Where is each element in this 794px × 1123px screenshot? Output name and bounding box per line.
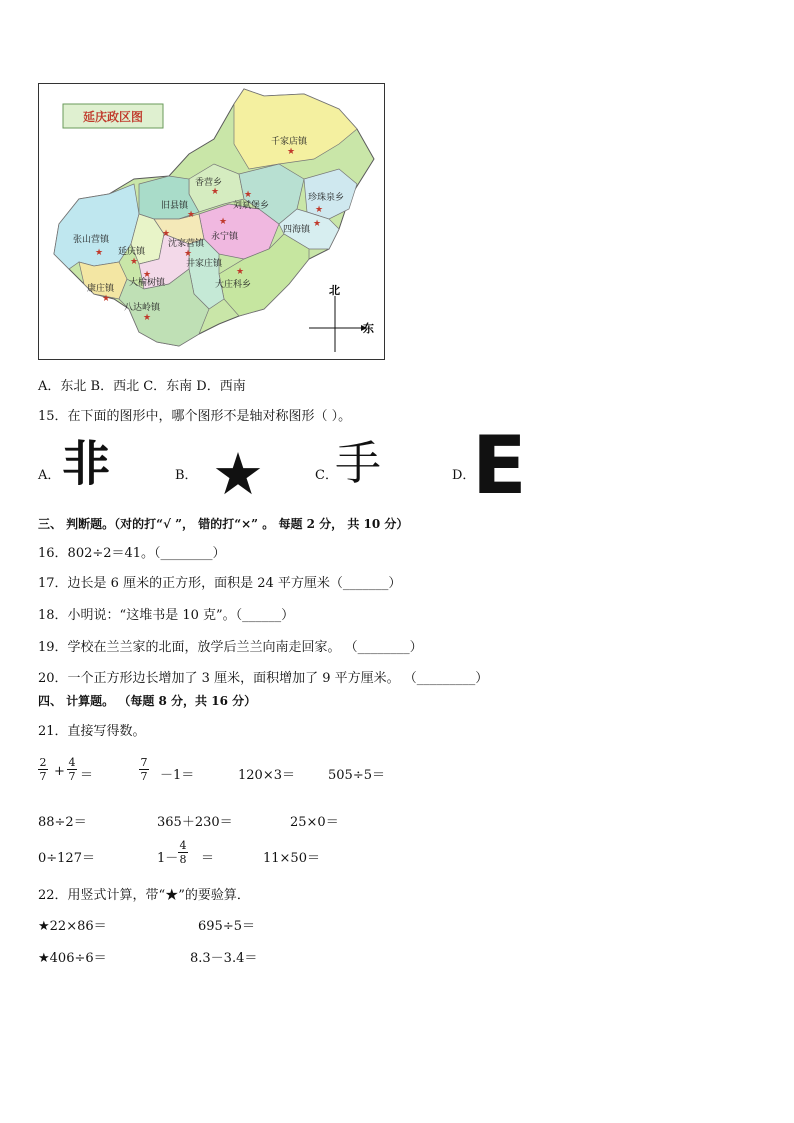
q15-option-a-glyph: 非 [62,436,111,492]
expr-695div5: 695÷5＝ [198,919,255,934]
place-label: 刘斌堡乡 [233,201,270,211]
place-label: 康庄镇 [87,284,115,294]
star-marker: ★ [211,187,220,197]
expr-25x0: 25×0＝ [290,815,339,830]
fraction-denominator: 7 [140,770,148,783]
star-marker: ★ [162,229,171,239]
plus-sign: + [54,764,65,779]
expr-8.3minus3.4: 8.3－3.4＝ [190,951,258,966]
star-marker: ★ [187,210,196,220]
q14-options: A．东北 B．西北 C．东南 D．西南 [38,379,246,394]
star-marker: ★ [143,270,152,280]
expr-one-minus: 1－ [157,851,179,866]
place-label: 永宁镇 [211,232,239,242]
expr-88div2: 88÷2＝ [38,815,87,830]
q15-option-c-glyph: 手 [335,436,381,490]
expr-minus-1: －1＝ [160,768,195,783]
q20: 20．一个正方形边长增加了 3 厘米，面积增加了 9 平方厘米。 （_________） [38,671,489,686]
star-marker: ★ [184,249,193,259]
fraction-2-7 [38,756,48,783]
q15-option-d-label: D． [452,468,476,483]
place-label: 大榆树镇 [129,278,166,288]
place-label: 珍珠泉乡 [308,193,345,203]
fraction-denominator: 7 [68,770,76,783]
star-marker: ★ [287,147,296,157]
q22-stem: 22．用竖式计算，带“★”的要验算． [38,888,250,903]
expr-406div6: ★406÷6＝ [38,951,107,966]
q15-option-b-glyph: ★ [212,440,264,508]
expr-22x86: ★22×86＝ [38,919,107,934]
compass [309,284,374,352]
q15-stem: 15．在下面的图形中，哪个图形不是轴对称图形（ ）。 [38,409,352,424]
expr-11x50: 11×50＝ [263,851,320,866]
star-marker: ★ [244,190,253,200]
star-marker: ★ [315,205,324,215]
place-label: 八达岭镇 [124,303,161,313]
place-label: 千家店镇 [271,137,308,147]
star-marker: ★ [313,219,322,229]
q17: 17．边长是 6 厘米的正方形，面积是 24 平方厘米（_______） [38,576,402,591]
map-graphic [39,84,384,359]
star-marker: ★ [143,313,152,323]
place-label: 大庄科乡 [215,280,252,290]
equals-sign: ＝ [80,768,94,783]
expr-365plus230: 365＋230＝ [157,815,233,830]
star-marker: ★ [219,217,228,227]
section4-heading: 四、 计算题。 （每题 8 分，共 16 分） [38,694,257,708]
q15-option-b-label: B． [175,468,198,483]
fraction-numerator: 4 [179,839,187,852]
place-label: 延庆镇 [118,247,146,257]
q15-option-d-glyph: E [472,419,527,512]
fraction-denominator: 8 [179,853,187,866]
equals-sign: ＝ [201,851,215,866]
map-title: 延庆政区图 [82,110,144,124]
place-label: 旧县镇 [161,201,189,211]
fraction-4-7 [67,756,77,783]
q15-option-c-label: C． [315,468,338,483]
q21-stem: 21．直接写得数。 [38,724,146,739]
place-label: 香营乡 [195,178,223,188]
q19: 19．学校在兰兰家的北面，放学后兰兰向南走回家。 （________） [38,640,423,655]
fraction-numerator: 2 [39,756,47,769]
expr-120x3: 120×3＝ [238,768,295,783]
compass-east: 东 [363,322,374,335]
fraction-4-8 [178,839,188,866]
expr-505div5: 505÷5＝ [328,768,385,783]
fraction-denominator: 7 [39,770,47,783]
place-label: 四海镇 [283,225,311,235]
fraction-numerator: 7 [140,756,148,769]
section3-heading: 三、 判断题。（对的打“√ ”， 错的打“×” 。 每题 2 分， 共 10 分） [38,517,409,531]
fraction-numerator: 4 [68,756,76,769]
place-label: 沈家营镇 [168,239,205,249]
place-label: 张山营镇 [73,235,110,245]
place-label: 井家庄镇 [186,259,223,269]
fraction-7-7 [139,756,149,783]
q16: 16．802÷2＝41。（________） [38,546,226,561]
star-marker: ★ [236,267,245,277]
star-marker: ★ [95,248,104,258]
star-marker: ★ [130,257,139,267]
compass-north: 北 [329,284,340,297]
q15-option-a-label: A． [38,468,61,483]
yanqing-map [38,83,385,360]
star-marker: ★ [102,294,111,304]
q18: 18．小明说：“这堆书是 10 克”。（______） [38,608,295,623]
expr-0div127: 0÷127＝ [38,851,95,866]
